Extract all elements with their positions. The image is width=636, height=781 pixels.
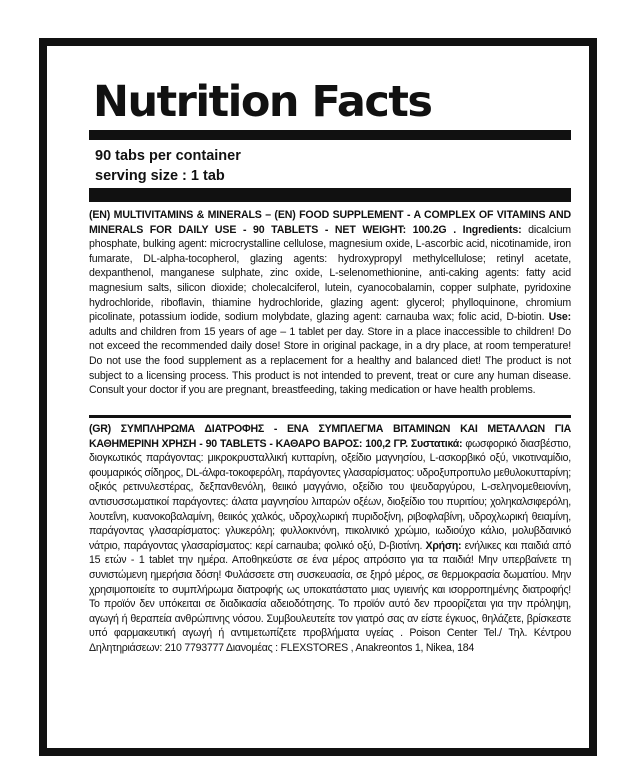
label-title: Nutrition Facts [93,77,432,127]
serving-size: serving size : 1 tab [95,168,225,184]
english-section [89,208,571,398]
nutrition-label [39,38,597,756]
gr-heading: (GR) ΣΥΜΠΛΗΡΩΜΑ ΔΙΑΤΡΟΦΗΣ - ΕΝΑ ΣΥΜΠΛΕΓΜΑ ΒΙΤΑΜΙΝΩΝ ΚΑΙ ΜΕΤΑΛΛΩΝ ΓΙΑ ΚΑΘΗΜΕΡΙΝΗ ΧΡΗΣΗ - 90 TABLETS - ΚΑΘΑΡΟ ΒΑΡΟΣ: 100,2 ΓΡ. Συστατικά: [89,423,571,450]
gr-ingredients: φωσφορικό διασβέστιο, διογκωτικός παράγοντας: μικροκρυσταλλική κυτταρίνη, οξείδιο μαγνησίου, L-ασκορβικό οξύ, νικοτιναμίδιο, φουμαρικός σίδηρος, DL-άλφα-τοκοφερόλη, παράγοντες γλασαρίσματος: υδροξυπροπυλο μεθυλοκυτταρίνη; οξικός ρετινυλεστέρας, δεξπανθενόλη, θειικό μαγγάνιο, οξείδιο του ψευδαργύρου, L-σεληνομεθειονίνη, αντισυσσωματικοί παράγοντες: άλατα μαγνησίου λιπαρών οξέων, διοξείδιο του πυριτίου; χοληκαλσιφερόλη, λουτεΐνη, κυανοκοβαλαμίνη, θειικός χαλκός, υδροχλωρική πυριδοξίνη, ριβοφλαβίνη, υδροχλωρική θειαμίνη, παράγοντας γλασαρίσματος: γλυκερόλη; φυλλοκινόνη, πικολινικό χρώμιο, ιωδιούχο κάλιο, μολυβδαινικό νάτριο, παράγοντας γλασαρίσματος: κερί carnauba; φολικό οξύ, D-βιοτίνη. [89,437,571,552]
servings-per-container: 90 tabs per container [95,148,241,164]
gr-use-label: Χρήση: [425,539,462,552]
gr-use-text: ενήλικες και παιδιά από 15 ετών - 1 tablet την ημέρα. Αποθηκεύστε σε ένα μέρος απρόσιτο για τα παιδιά! Μην υπερβαίνετε τη συνιστώμενη ημερήσια δόση! Φυλάσσετε στη συσκευασία, σε ξηρό μέρος, σε θερμοκρασία δωματίου. Μην χρησιμοποιείτε το συμπλήρωμα διατροφής ως υποκατάστατο μιας υγιεινής και ισορροπημένης διατροφής! Το προϊόν δεν υπόκειται σε διαδικασία αδειοδότησης. Το προϊόν αυτό δεν προορίζεται για την πρόληψη, αγωγή ή θεραπεία ανθρώπινης νόσου. Συμβουλευτείτε τον γιατρό σας αν είστε έγκυος, θηλάζετε, βρίσκεστε υπό φαρμακευτική αγωγή ή αντιμετωπίζετε προβλήματα υγείας . Poison Center Tel./ Τηλ. Κέντρου Δηλητηριάσεων: 210 7793777 Διανομέας : FLEXSTORES , Anakreontos 1, Nikea, 184 [89,539,571,654]
en-use-text: adults and children from 15 years of age – 1 tablet per day. Store in a place inaccessible to children! Do not exceed the recommended daily dose! Store in original package, in a dry place, at room temperature! Do not use the food supplement as a replacement for a healthy and balanced diet! The product is not subject to a licensing process. This product is not intended to prevent, treat or cure any human disease. Consult your doctor if you are pregnant, breastfeeding, taking medication or have health problems. [89,325,571,397]
serving-info [95,146,241,186]
en-ingredients: dicalcium phosphate, bulking agent: microcrystalline cellulose, magnesium oxide, L-ascorbic acid, nicotinamide, iron fumarate, DL-alpha-tocopherol, glazing agents: hydroxypropyl methylcellulose; retinyl acetate, dexpanthenol, manganese sulphate, zinc oxide, L-selenomethionine, anti-caking agents: fatty acid magnesium salts, silicon dioxide; cholecalciferol, lutein, cyanocobalamin, copper sulphate, pyridoxine hydrochloride, riboflavin, thiamine hydrochloride, glazing agent: glycerol; phylloquinone, chromium picolinate, potassium iodide, sodium molybdate, glazing agent: carnauba wax; folic acid, D-biotin. [89,223,571,324]
divider-thick [89,130,571,140]
en-heading: (EN) MULTIVITAMINS & MINERALS – (EN) FOOD SUPPLEMENT - A COMPLEX OF VITAMINS AND MINERALS FOR DAILY USE - 90 TABLETS - NET WEIGHT: 100.2G . Ingredients: [89,209,571,236]
divider-thin [89,415,571,418]
divider-bold [89,188,571,202]
en-use-label: Use: [548,311,571,324]
greek-section [89,422,571,656]
